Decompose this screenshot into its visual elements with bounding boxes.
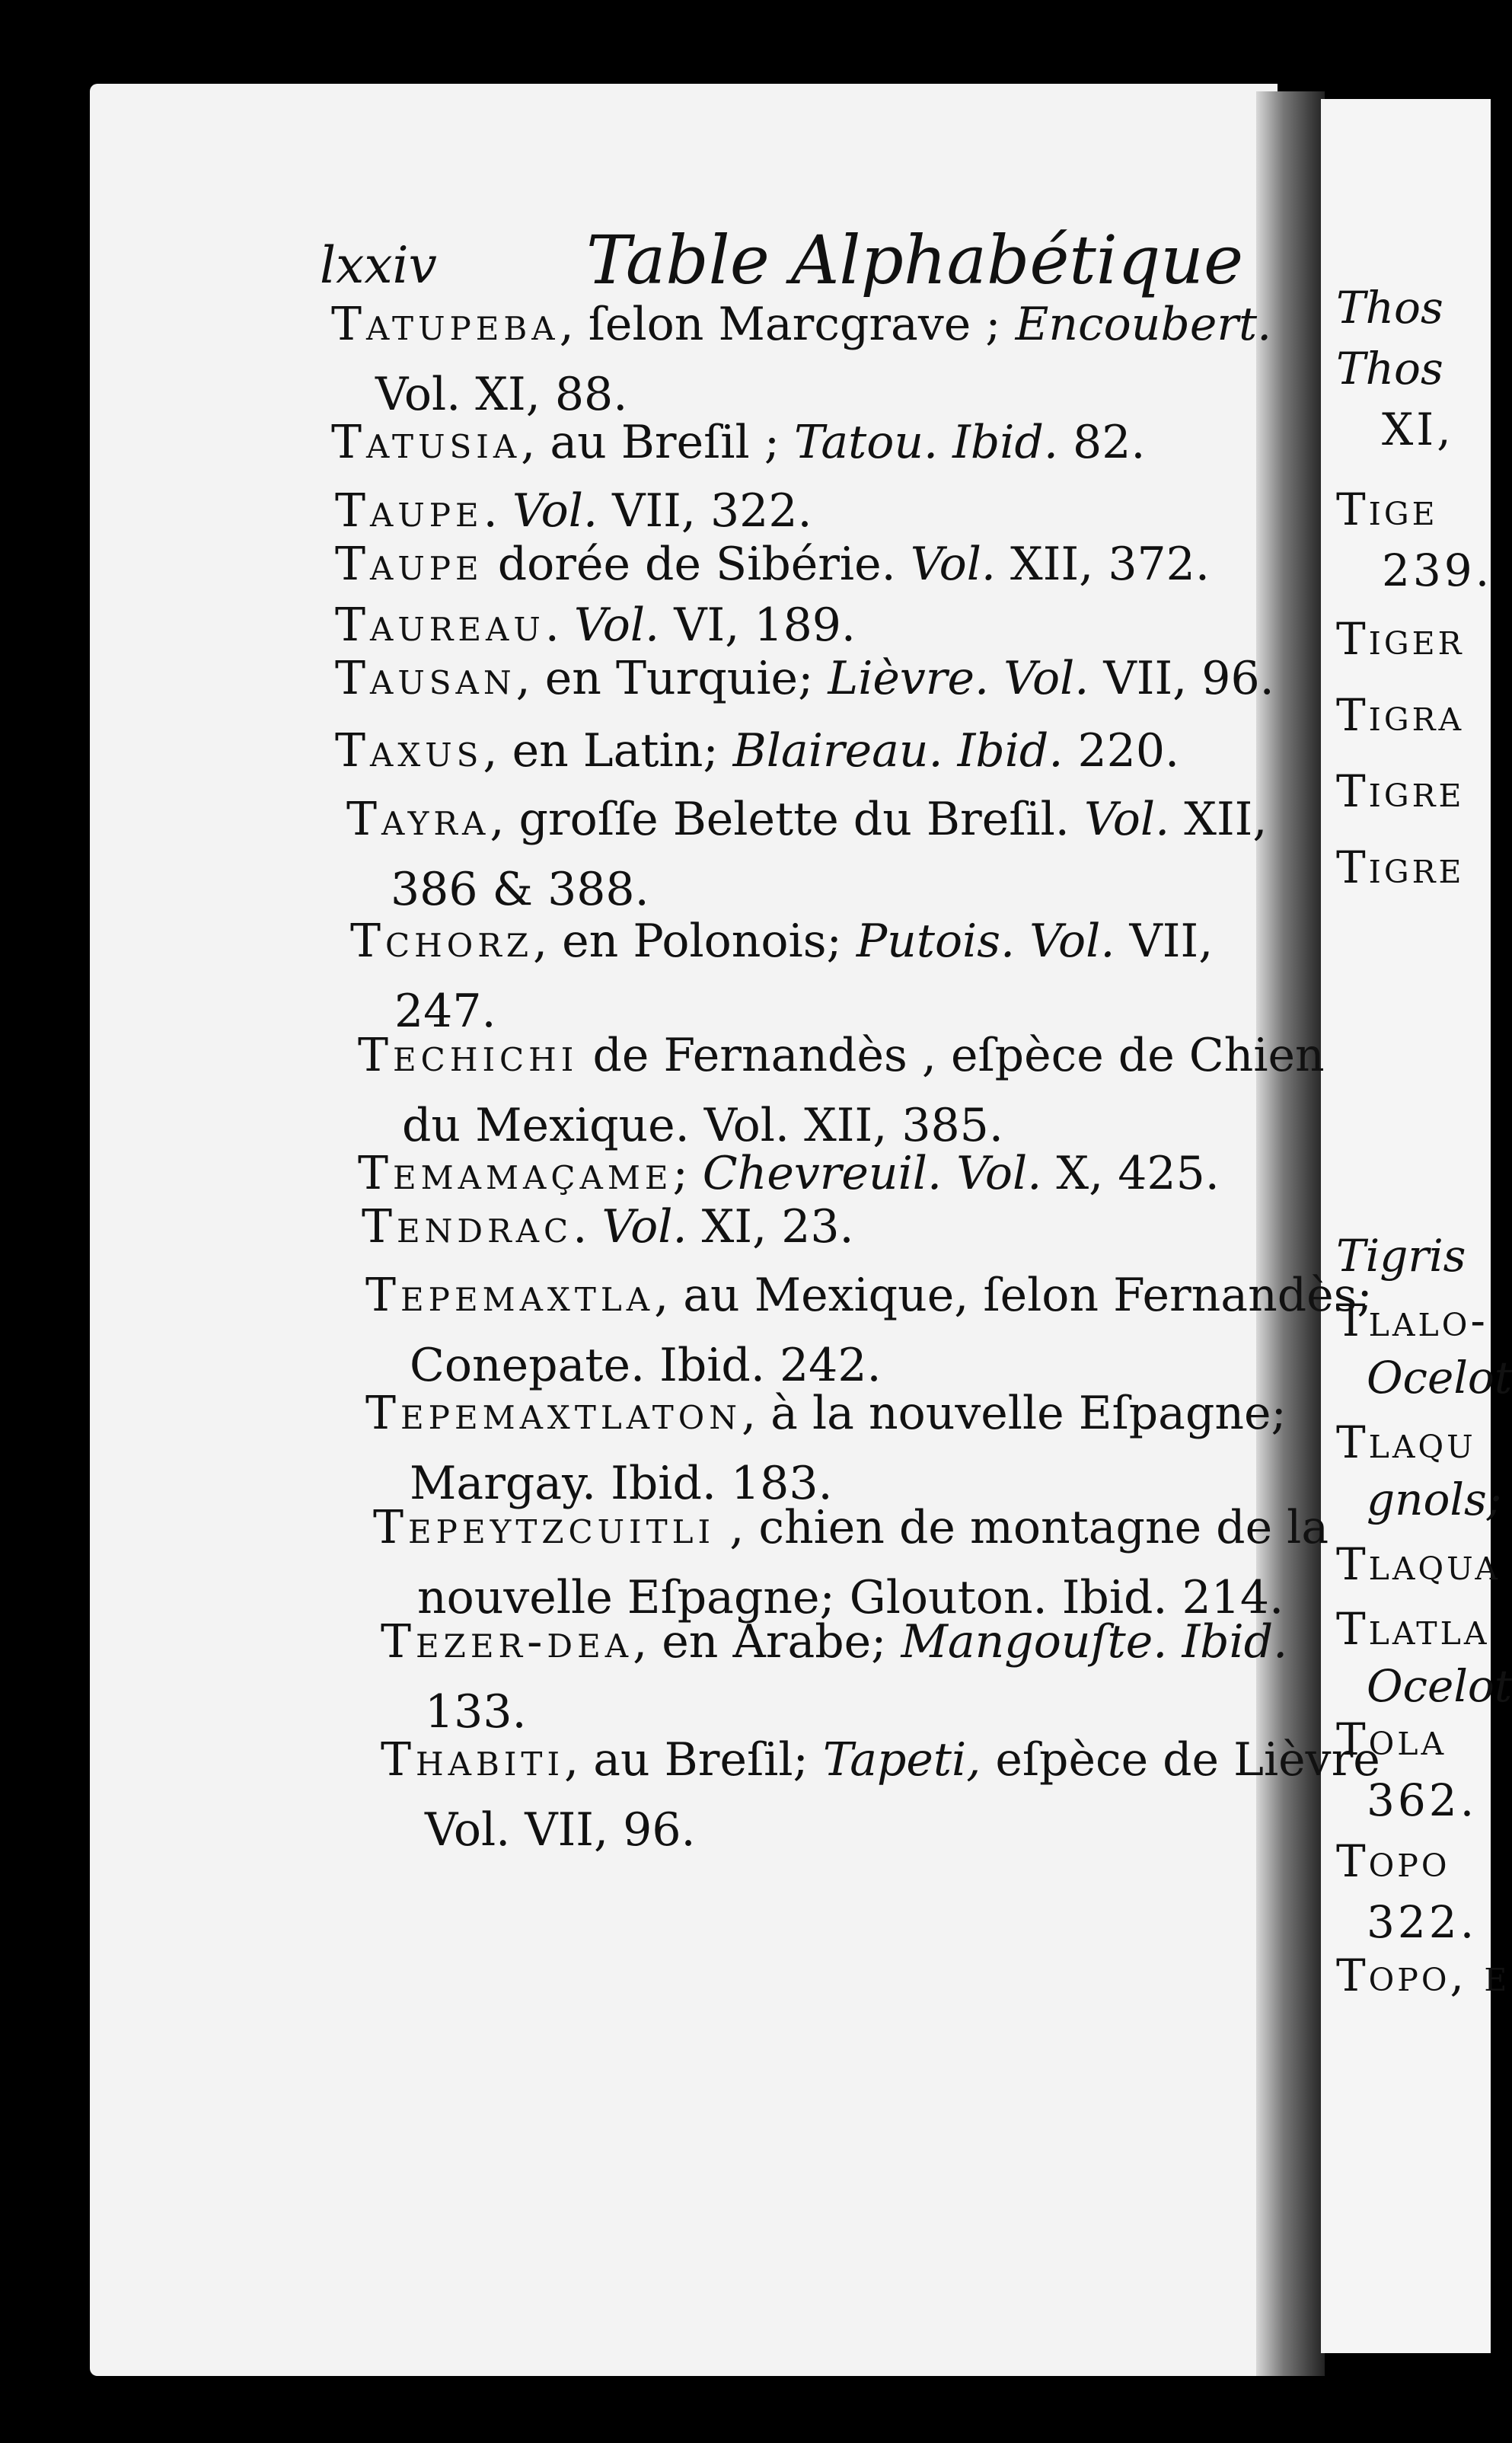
entry-volume: X, 425. (1041, 1147, 1220, 1200)
entry-first-line (362, 1200, 854, 1253)
entry-reference: Vol. (512, 484, 598, 538)
entry-first-line (365, 1269, 1373, 1322)
index-entry (331, 407, 1145, 477)
index-entry (346, 784, 1267, 925)
entry-text: , chien de montagne de la (715, 1501, 1329, 1554)
entry-volume: VII, (1115, 915, 1214, 968)
right-line: 239. (1382, 544, 1493, 596)
entry-text: , en Latin; (483, 724, 733, 778)
right-line: 322. (1367, 1896, 1478, 1948)
right-line: Tlaqua (1336, 1538, 1501, 1590)
entry-headword: Tezer-dea (381, 1615, 633, 1669)
right-line: 362. (1367, 1774, 1478, 1826)
page-number: lxxiv (320, 236, 437, 295)
index-entry (335, 643, 1274, 714)
entry-headword: Tatusia (331, 416, 522, 469)
entry-first-line (331, 416, 1145, 469)
entry-reference: Chevreuil. Vol. (702, 1147, 1042, 1200)
entry-first-line (350, 915, 1213, 968)
right-line: Tlaqu (1336, 1416, 1476, 1468)
right-line: Topo (1336, 1835, 1450, 1887)
right-line: Tola (1336, 1713, 1447, 1765)
right-line: Thos (1336, 343, 1443, 394)
index-entry (362, 1192, 854, 1262)
entry-reference: Lièvre. Vol. (828, 652, 1089, 705)
entry-headword: Taxus (335, 724, 483, 778)
entry-headword: Tepeytzcuitli (373, 1501, 716, 1554)
right-line: Ocelot (1367, 1660, 1512, 1712)
entry-reference: Putois. Vol. (856, 915, 1115, 968)
entry-first-line (346, 793, 1267, 846)
entry-reference: Vol. (910, 538, 996, 591)
index-entry (335, 716, 1179, 786)
entry-text: dorée de Sibérie. (483, 538, 911, 591)
entry-first-line (331, 298, 1271, 351)
entry-volume: VI, 189. (659, 599, 856, 652)
entry-first-line (335, 724, 1179, 778)
entry-text: , en Turquie; (515, 652, 828, 705)
entry-headword: Taupe (335, 538, 483, 591)
entry-text: , ſelon Marcgrave ; (559, 298, 1016, 351)
entry-reference: Vol. (573, 599, 660, 652)
entry-continuation: Conepate. Ibid. 242. (410, 1339, 882, 1392)
entry-first-line (381, 1615, 1287, 1669)
entry-text: , à la nouvelle Eſpagne; (741, 1387, 1287, 1440)
entry-headword: Tendrac (362, 1200, 573, 1253)
index-entry (381, 1725, 1380, 1865)
entry-text: . (573, 1200, 602, 1253)
entry-headword: Tatupeba (331, 298, 560, 351)
entry-headword: Tchorz (350, 915, 534, 968)
right-page-edge (1321, 99, 1512, 2353)
entry-volume: VII, 96. (1089, 652, 1274, 705)
entry-first-line (335, 652, 1274, 705)
entry-first-line (358, 1029, 1325, 1082)
entry-text: , au Breſil ; (521, 416, 795, 469)
entry-continuation: nouvelle Eſpagne; Glouton. Ibid. 214. (417, 1571, 1284, 1624)
right-line: Thos (1336, 282, 1443, 334)
entry-continuation: 133. (425, 1685, 527, 1739)
entry-text: , groſſe Belette du Breſil. (490, 793, 1084, 846)
entry-reference: Vol. (601, 1200, 687, 1253)
entry-continuation: 386 & 388. (391, 863, 649, 916)
entry-first-line (335, 538, 1210, 591)
entry-reference: Blaireau. Ibid. (732, 724, 1064, 778)
entry-text: , au Mexique, ſelon Fernandès; (654, 1269, 1373, 1322)
entry-continuation: Vol. XI, 88. (375, 368, 628, 421)
entry-volume: VII, 322. (598, 484, 812, 538)
entry-headword: Tausan (335, 652, 516, 705)
right-line: Tlatla (1336, 1603, 1490, 1655)
entry-reference: Encoubert. (1015, 298, 1272, 351)
entry-headword: Taureau (335, 599, 545, 652)
page-title: Table Alphabétique (586, 221, 1244, 299)
entry-volume: XII, (1169, 793, 1268, 846)
entry-headword: Taupe (335, 484, 483, 538)
entry-continuation: Margay. Ibid. 183. (410, 1457, 833, 1510)
entry-first-line (373, 1501, 1329, 1554)
entry-volume: 220. (1063, 724, 1180, 778)
entry-reference: Vol. (1083, 793, 1170, 846)
entry-text: ; (672, 1147, 703, 1200)
right-line: Tige (1336, 484, 1438, 535)
entry-headword: Thabiti (381, 1733, 565, 1787)
right-line: Tlalo- (1336, 1295, 1488, 1346)
entry-continuation: du Mexique. Vol. XII, 385. (402, 1099, 1003, 1152)
entry-continuation: 247. (394, 985, 496, 1038)
right-line: Topo, e (1336, 1950, 1510, 2001)
entry-text: . (483, 484, 512, 538)
entry-volume: XI, 23. (687, 1200, 854, 1253)
entry-reference: Tatou. Ibid. (794, 416, 1058, 469)
right-line: Tigre (1336, 841, 1465, 893)
right-line: gnols; (1367, 1474, 1502, 1525)
right-line: Tiger (1336, 613, 1465, 665)
entry-volume: XII, 372. (995, 538, 1210, 591)
entry-volume: 82. (1057, 416, 1146, 469)
index-entries (0, 289, 1380, 1927)
entry-reference: Tapeti, (822, 1733, 981, 1787)
entry-reference: Mangouſte. Ibid. (901, 1615, 1288, 1669)
entry-headword: Tayra (346, 793, 490, 846)
entry-first-line (381, 1733, 1380, 1787)
entry-headword: Tepemaxtlaton (365, 1387, 742, 1440)
entry-headword: Techichi (358, 1029, 579, 1082)
entry-headword: Tepemaxtla (365, 1269, 655, 1322)
entry-text: , au Breſil; (564, 1733, 823, 1787)
entry-text: de Fernandès , eſpèce de Chien (578, 1029, 1325, 1082)
right-line: XI, (1382, 404, 1454, 455)
book-gutter (1256, 91, 1325, 2376)
index-entry (335, 529, 1210, 599)
entry-volume: eſpèce de Lièvre (981, 1733, 1380, 1787)
entry-continuation: Vol. VII, 96. (425, 1803, 696, 1857)
entry-first-line (365, 1387, 1287, 1440)
right-line: Tigra (1336, 689, 1465, 741)
entry-text: , en Arabe; (633, 1615, 901, 1669)
right-line: Ocelot (1367, 1352, 1512, 1404)
entry-text: , en Polonois; (533, 915, 856, 968)
entry-headword: Temamaçame (358, 1147, 673, 1200)
right-line: Tigre (1336, 765, 1465, 817)
right-line: Tigris (1336, 1230, 1466, 1282)
entry-text: . (544, 599, 574, 652)
